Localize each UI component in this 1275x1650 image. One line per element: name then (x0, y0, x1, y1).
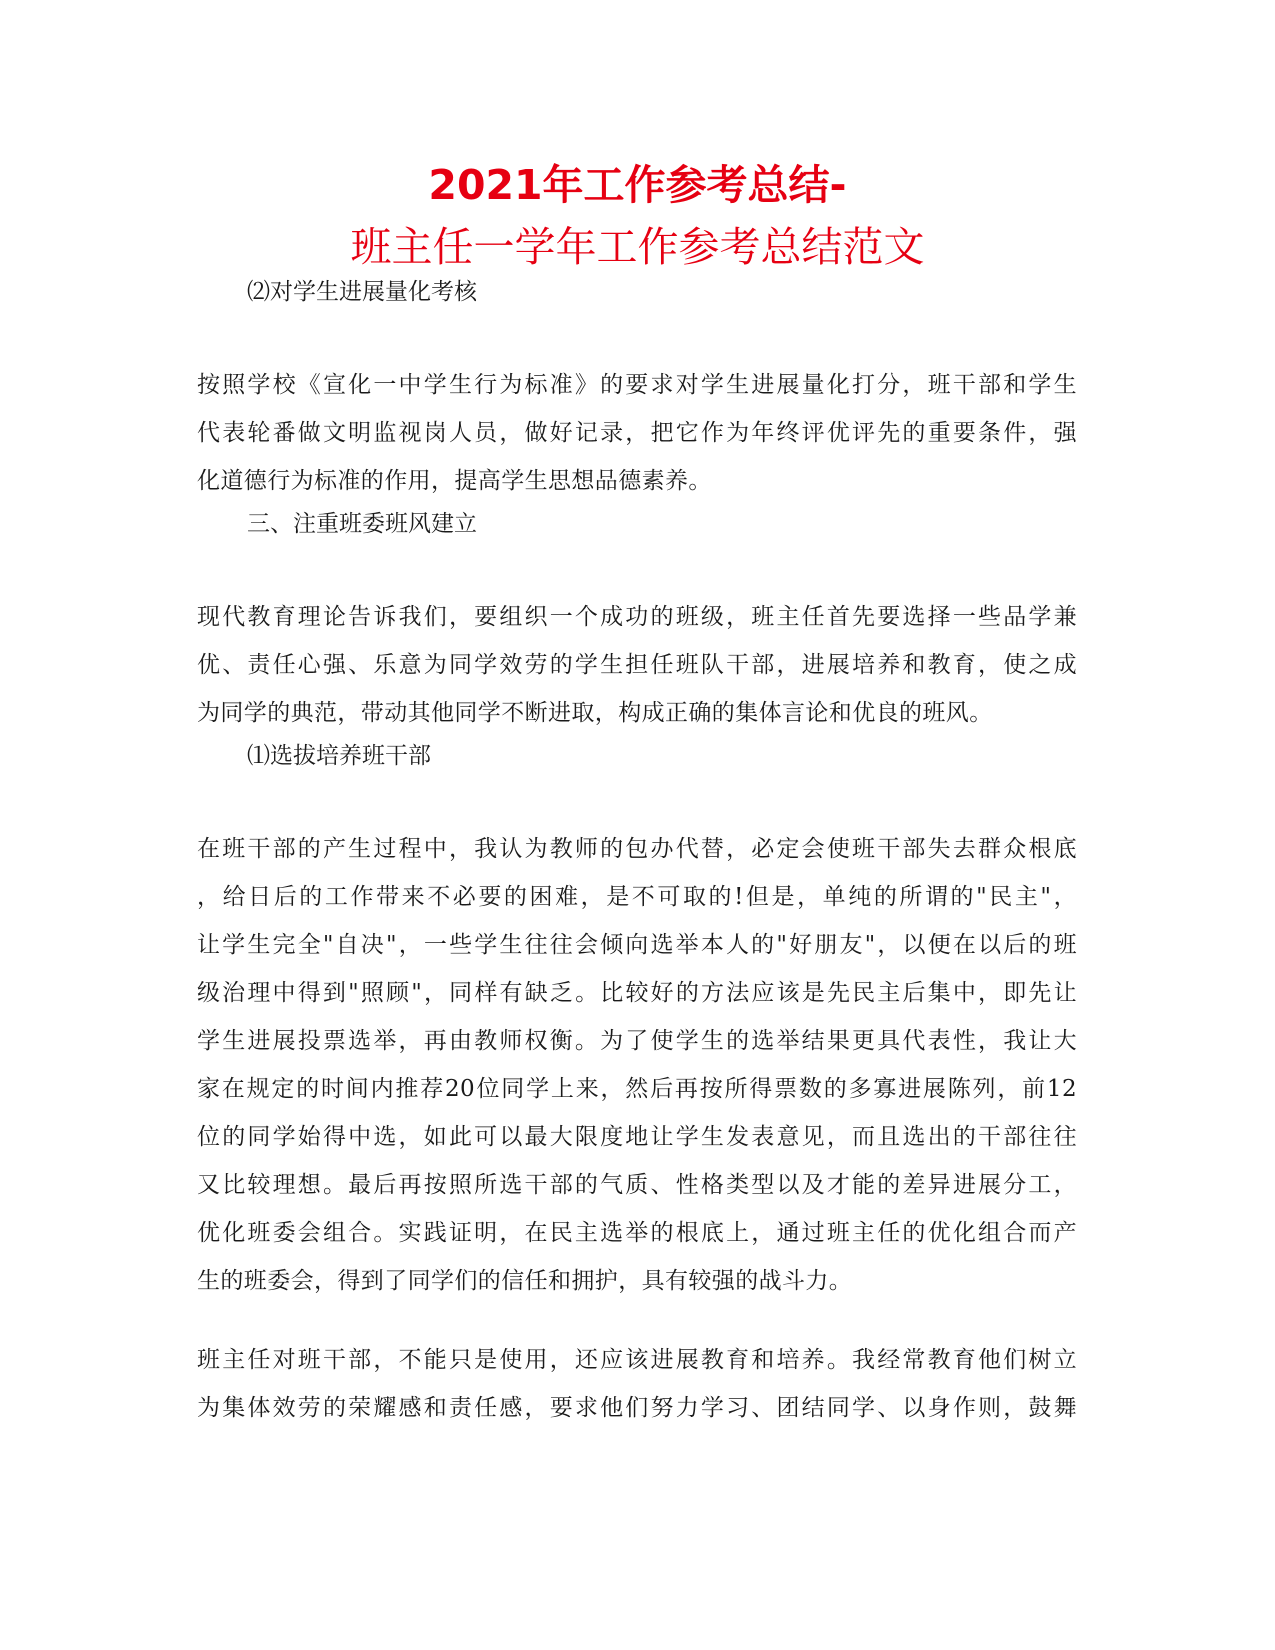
paragraph-line: 优化班委会组合。实践证明，在民主选举的根底上，通过班主任的优化组合而产 (197, 1220, 1077, 1246)
paragraph-cadre-training (197, 1336, 1077, 1432)
paragraph-line: 为集体效劳的荣耀感和责任感，要求他们努力学习、团结同学、以身作则，鼓舞 (197, 1395, 1077, 1421)
paragraph-line: 家在规定的时间内推荐20位同学上来，然后再按所得票数的多寡进展陈列，前12 (197, 1076, 1077, 1102)
paragraph-line: 生的班委会，得到了同学们的信任和拥护，具有较强的战斗力。 (197, 1268, 853, 1294)
paragraph-line: ，给日后的工作带来不必要的困难，是不可取的!但是，单纯的所谓的"民主"， (197, 884, 1077, 910)
paragraph-line: 学生进展投票选举，再由教师权衡。为了使学生的选举结果更具代表性，我让大 (197, 1028, 1077, 1054)
paragraph-line: 按照学校《宣化一中学生行为标准》的要求对学生进展量化打分，班干部和学生 (197, 372, 1077, 398)
subheading-select-class-cadres: ⑴选拔培养班干部 (247, 743, 431, 769)
document-title-line-1: 2021年工作参考总结- (428, 161, 847, 209)
paragraph-cadre-election (197, 825, 1077, 1305)
paragraph-line: 级治理中得到"照顾"，同样有缺乏。比较好的方法应该是先民主后集中，即先让 (197, 980, 1077, 1006)
paragraph-line: 优、责任心强、乐意为同学效劳的学生担任班队干部，进展培养和教育，使之成 (197, 652, 1077, 678)
paragraph-line: 化道德行为标准的作用，提高学生思想品德素养。 (197, 468, 712, 494)
paragraph-line: 让学生完全"自决"，一些学生往往会倾向选举本人的"好朋友"，以便在以后的班 (197, 932, 1077, 958)
paragraph-line: 代表轮番做文明监视岗人员，做好记录，把它作为年终评优评先的重要条件，强 (197, 420, 1077, 446)
document-title-line-2: 班主任一学年工作参考总结范文 (350, 223, 925, 271)
paragraph-line: 现代教育理论告诉我们，要组织一个成功的班级，班主任首先要选择一些品学兼 (197, 604, 1077, 630)
paragraph-line: 在班干部的产生过程中，我认为教师的包办代替，必定会使班干部失去群众根底 (197, 836, 1077, 862)
paragraph-line: 班主任对班干部，不能只是使用，还应该进展教育和培养。我经常教育他们树立 (197, 1347, 1077, 1373)
subheading-quantitative-assessment: ⑵对学生进展量化考核 (247, 279, 477, 305)
paragraph-line: 位的同学始得中选，如此可以最大限度地让学生发表意见，而且选出的干部往往 (197, 1124, 1077, 1150)
section-heading-class-committee: 三、注重班委班风建立 (247, 511, 477, 537)
paragraph-modern-education-theory (197, 593, 1077, 737)
paragraph-quantitative-scoring (197, 361, 1077, 505)
paragraph-line: 又比较理想。最后再按照所选干部的气质、性格类型以及才能的差异进展分工， (197, 1172, 1077, 1198)
paragraph-line: 为同学的典范，带动其他同学不断进取，构成正确的集体言论和优良的班风。 (197, 700, 993, 726)
